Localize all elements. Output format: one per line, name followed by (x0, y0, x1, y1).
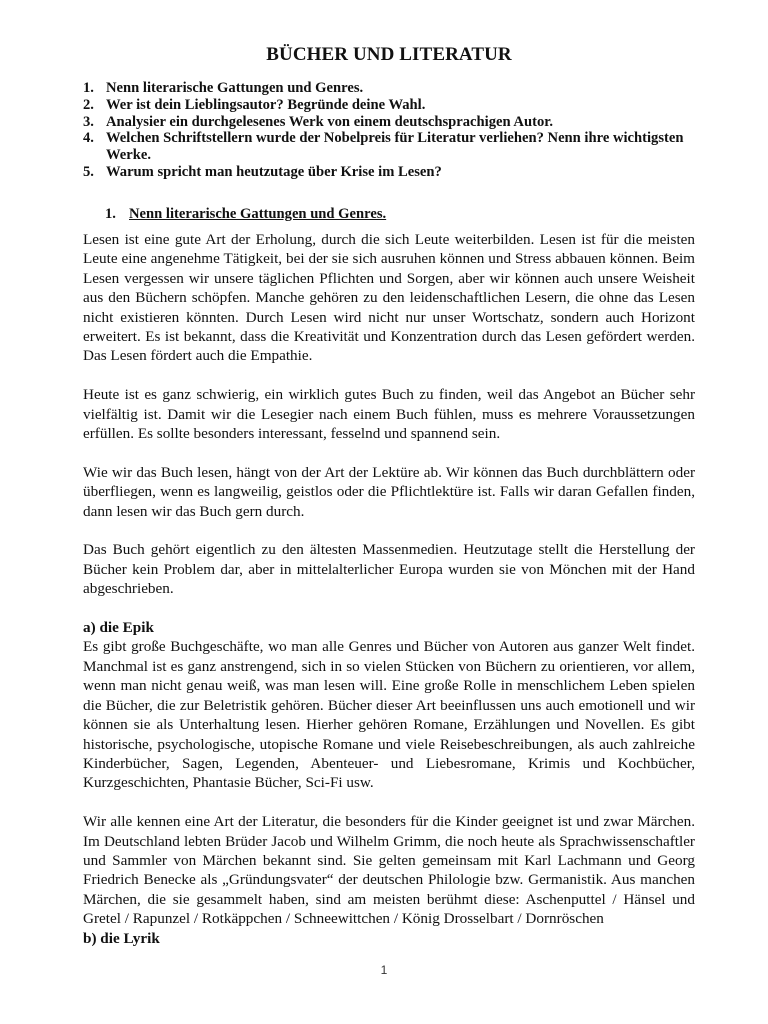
question-text: Analysier ein durchgelesenes Werk von einem deutschsprachigen Autor. (106, 113, 554, 130)
section-number: 1. (105, 206, 116, 222)
spacer (83, 599, 695, 618)
paragraph: Wie wir das Buch lesen, hängt von der Art der Lektüre ab. Wir können das Buch durchblättern oder überfliegen, wenn es langweilig, geistlos oder die Pflichtlektüre ist. Falls wir daran Gefallen finden, dann lesen wir das Buch gern durch. (83, 463, 695, 520)
subheading-lyrik: b) die Lyrik (83, 929, 160, 947)
paragraph: Es gibt große Buchgeschäfte, wo man alle Genres und Bücher von Autoren aus ganzer Welt findet. Manchmal ist es ganz anstrengend, sich in so vielen Stücken von Büchern zu orientieren, vor allem, wenn man nicht genau weiß, was man lesen will. Eine große Rolle in menschlichem Leben spielen die Bücher, die zur Beletristik gehören. Bücher dieser Art beeinflussen uns auch emotionell und wir können sie als Unterhaltung lesen. Hierher gehören Romane, Erzählungen und Novellen. Es gibt historische, psychologische, utopische Romane und viele Reisebeschreibungen, als auch zahlreiche Kinderbücher, Sagen, Legenden, Abenteuer- und Liebesromane, Krimis und Kochbücher, Kurzgeschichten, Phantasie Bücher, Sci-Fi usw. (83, 638, 695, 792)
paragraph: Wir alle kennen eine Art der Literatur, die besonders für die Kinder geeignet ist und zwar Märchen. Im Deutschland lebten Brüder Jacob und Wilhelm Grimm, die noch heute als Sprachwissenschaftler und Sammler von Märchen bekannt sind. Sie gelten gemeinsam mit Karl Lachmann und Georg Friedrich Benecke als „Gründungsvater“ der deutschen Philologie bzw. Germanistik. Aus manchen Märchen, die sie gesammelt haben, sind am meisten berühmt diese: Aschenputtel / Hänsel und Gretel / Rapunzel / Rotkäppchen / Schneewittchen / König Drosselbart / Dornröschen (83, 813, 695, 928)
paragraph: Heute ist es ganz schwierig, ein wirklich gutes Buch zu finden, weil das Angebot an Bücher sehr vielfältig ist. Damit wir die Lesegier nach einem Buch fühlen, muss es mehrere Voraussetzungen erfüllen. Es sollte besonders interessant, fesselnd und spannend sein. (83, 386, 695, 443)
question-list (83, 80, 695, 181)
section-heading-genres (105, 206, 386, 223)
question-number: 4. (83, 130, 94, 147)
question-number: 2. (83, 96, 94, 113)
question-text: Welchen Schriftstellern wurde der Nobelpreis für Literatur verliehen? Nenn ihre wichtigsten Werke. (106, 130, 684, 164)
question-item (83, 114, 695, 131)
question-item (83, 97, 695, 114)
subheading-epik: a) die Epik (83, 619, 154, 637)
question-item (83, 164, 695, 181)
page-number: 1 (380, 963, 388, 977)
question-text: Nenn literarische Gattungen und Genres. (106, 80, 364, 96)
question-text: Wer ist dein Lieblingsautor? Begründe deine Wahl. (106, 96, 426, 113)
question-item (83, 130, 695, 164)
question-item (83, 80, 695, 97)
question-number: 3. (83, 113, 94, 130)
question-number: 5. (83, 163, 94, 180)
question-text: Warum spricht man heutzutage über Krise im Lesen? (106, 163, 442, 180)
section-title: Nenn literarische Gattungen und Genres. (129, 206, 387, 222)
paragraph: Das Buch gehört eigentlich zu den ältesten Massenmedien. Heutzutage stellt die Herstellung der Bücher kein Problem dar, aber in mittelalterlicher Europa wurden sie von Mönchen mit der Hand abgeschrieben. (83, 541, 695, 598)
question-number: 1. (83, 80, 94, 96)
page-title: BÜCHER UND LITERATUR (266, 44, 512, 65)
paragraph: Lesen ist eine gute Art der Erholung, durch die sich Leute weiterbilden. Lesen ist für die meisten Leute eine angenehme Tätigkeit, bei der sie sich ausruhen können und Stress abbauen können. Beim Lesen vergessen wir unsere täglichen Pflichten und Sorgen, aber wir können auch unsere Weisheit aus den Büchern schöpfen. Manche gehören zu den leidenschaftlichen Lesern, die ohne das Lesen nicht existieren könnten. Durch Lesen wird nicht nur unser Wortschatz, sondern auch Horizont erweitert. Es ist bekannt, dass die Kreativität und Konzentration durch das Lesen gefördert werden. Das Lesen fördert auch die Empathie. (83, 231, 695, 365)
document-body (83, 230, 695, 948)
